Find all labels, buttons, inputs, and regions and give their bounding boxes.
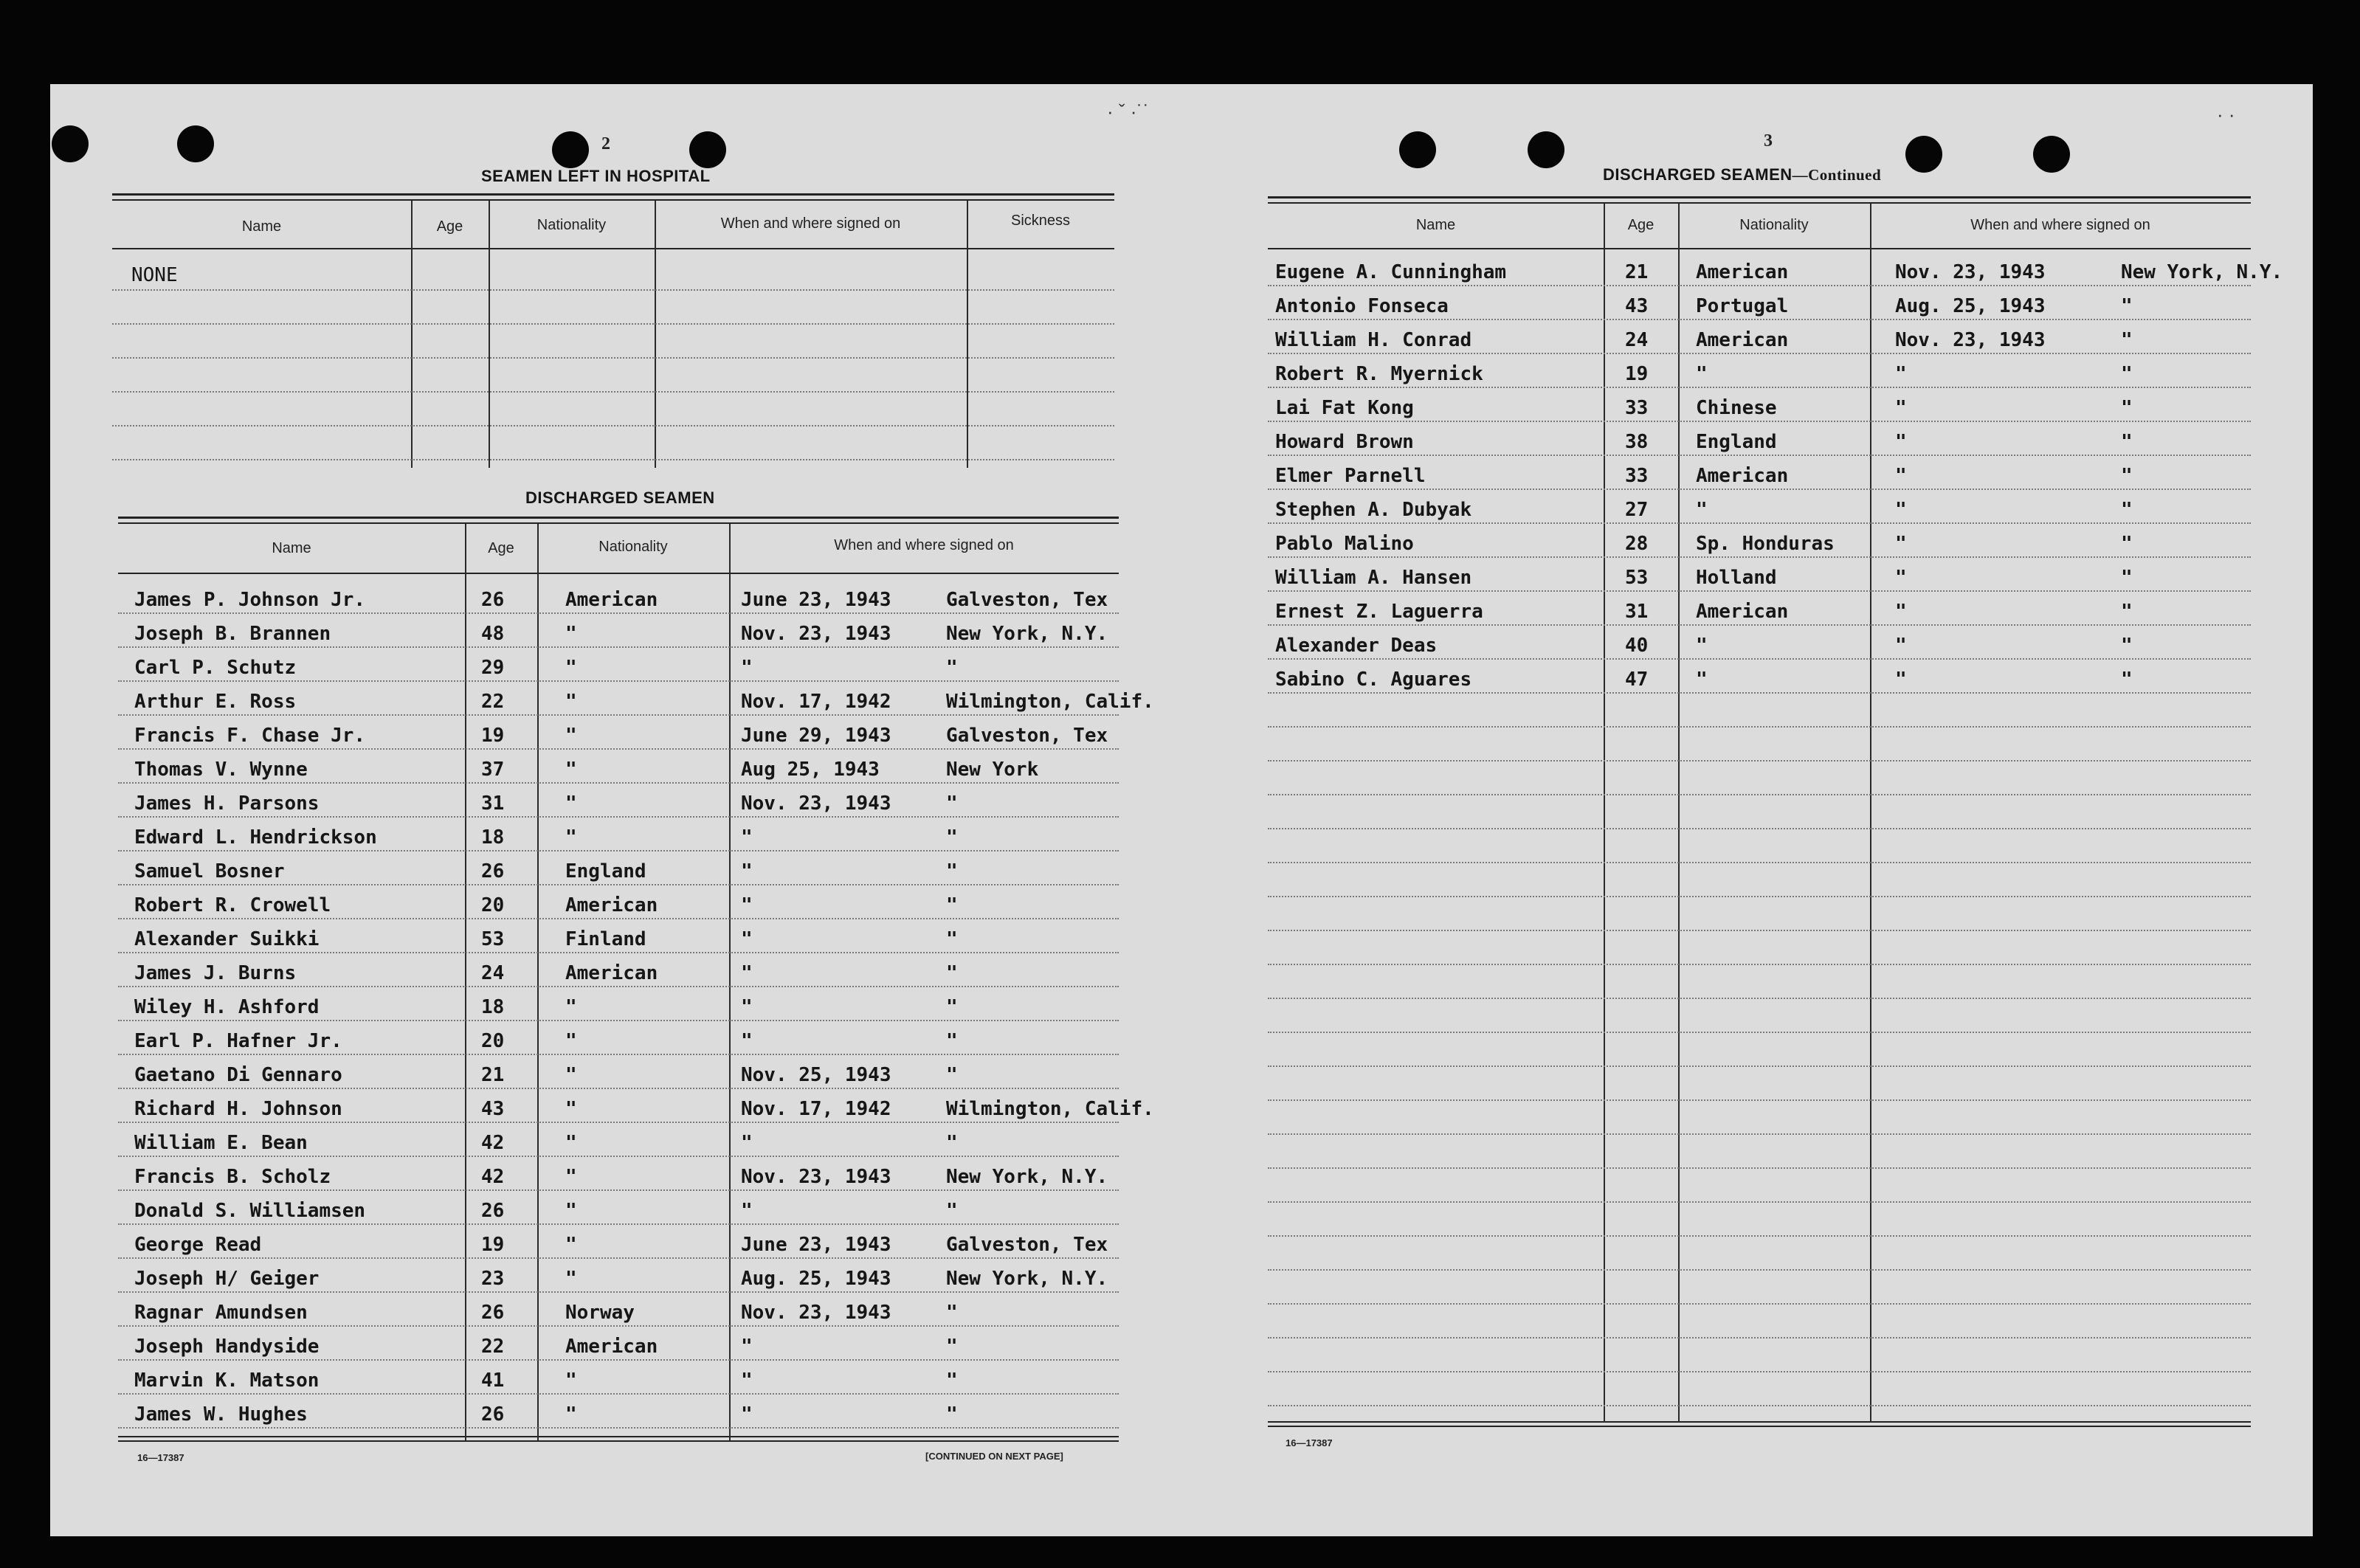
table-row <box>118 1398 1119 1431</box>
seaman-nationality: Portugal <box>1696 295 1789 317</box>
seaman-nationality: American <box>1696 261 1789 283</box>
signed-on-date: Nov. 23, 1943 <box>741 1166 891 1188</box>
signed-on-date: Nov. 23, 1943 <box>741 1302 891 1324</box>
signed-on-date: " <box>1895 397 1907 419</box>
seaman-nationality: " <box>565 1030 577 1052</box>
seaman-nationality: " <box>565 1234 577 1256</box>
signed-on-place: New York, N.Y. <box>946 1268 1108 1290</box>
signed-on-date: " <box>1895 669 1907 691</box>
seaman-age: 26 <box>481 589 505 611</box>
seaman-name: Howard Brown <box>1275 431 1414 453</box>
signed-on-place: " <box>2121 635 2133 657</box>
signed-on-place: Galveston, Tex <box>946 589 1108 611</box>
signed-on-place: New York, N.Y. <box>946 623 1108 645</box>
seaman-age: 27 <box>1625 499 1649 521</box>
seaman-name: Sabino C. Aguares <box>1275 669 1472 691</box>
table-row <box>118 922 1119 956</box>
seaman-age: 18 <box>481 996 505 1018</box>
signed-on-date: " <box>741 1030 753 1052</box>
table-row <box>118 888 1119 922</box>
table-row <box>118 956 1119 990</box>
seaman-age: 24 <box>1625 329 1649 351</box>
seaman-nationality: " <box>565 1132 577 1154</box>
continued-header-signed-on: When and where signed on <box>1970 217 2150 233</box>
table-row <box>118 821 1119 854</box>
punch-hole <box>1399 131 1436 168</box>
seaman-age: 37 <box>481 759 505 781</box>
page-number: 2 <box>601 134 610 153</box>
signed-on-date: " <box>741 1336 753 1358</box>
hospital-header-sickness: Sickness <box>1010 213 1071 229</box>
punch-hole <box>2033 136 2070 173</box>
signed-on-place: " <box>946 792 958 815</box>
signed-on-place: " <box>946 1200 958 1222</box>
seaman-nationality: Sp. Honduras <box>1696 533 1835 555</box>
signed-on-place: " <box>2121 533 2133 555</box>
table-row <box>118 1364 1119 1398</box>
table-row <box>1268 561 2251 595</box>
table-row <box>118 1228 1119 1262</box>
table-row <box>118 1092 1154 1126</box>
seaman-age: 53 <box>1625 567 1649 589</box>
seaman-nationality: " <box>1696 499 1708 521</box>
seaman-nationality: " <box>565 1200 577 1222</box>
signed-on-date: Nov. 17, 1942 <box>741 1098 891 1120</box>
signed-on-date: " <box>1895 533 1907 555</box>
table-row <box>118 787 1119 821</box>
table-row <box>118 1296 1119 1330</box>
signed-on-date: Aug. 25, 1943 <box>741 1268 891 1290</box>
table-row <box>118 753 1119 787</box>
seaman-age: 26 <box>481 1403 505 1426</box>
signed-on-place: New York, N.Y. <box>2121 261 2283 283</box>
signed-on-date: " <box>1895 465 1907 487</box>
seaman-name: Donald S. Williamsen <box>134 1200 366 1222</box>
seaman-age: 26 <box>481 860 505 883</box>
signed-on-date: " <box>741 657 753 679</box>
seaman-age: 19 <box>481 725 505 747</box>
stray-mark: · · <box>2217 103 2235 125</box>
seaman-name: Thomas V. Wynne <box>134 759 308 781</box>
table-row <box>1268 663 2251 697</box>
table-row <box>1268 527 2251 561</box>
seaman-age: 24 <box>481 962 505 984</box>
seaman-nationality: England <box>1696 431 1777 453</box>
seaman-name: William A. Hansen <box>1275 567 1472 589</box>
signed-on-place: " <box>2121 431 2133 453</box>
hospital-table <box>112 193 1114 468</box>
seaman-nationality: Chinese <box>1696 397 1777 419</box>
signed-on-place: " <box>2121 567 2133 589</box>
signed-on-place: " <box>946 894 958 916</box>
seaman-name: William H. Conrad <box>1275 329 1472 351</box>
seaman-nationality: American <box>565 894 658 916</box>
signed-on-place: " <box>946 1030 958 1052</box>
signed-on-date: " <box>1895 601 1907 623</box>
seaman-age: 18 <box>481 826 505 849</box>
seaman-name: Ernest Z. Laguerra <box>1275 601 1483 623</box>
stray-mark: · ˇ ·˙˙ <box>1107 100 1150 122</box>
seaman-age: 21 <box>481 1064 505 1086</box>
seaman-name: Antonio Fonseca <box>1275 295 1449 317</box>
signed-on-date: June 23, 1943 <box>741 1234 891 1256</box>
signed-on-place: " <box>946 1302 958 1324</box>
seaman-nationality: Holland <box>1696 567 1777 589</box>
seaman-name: Gaetano Di Gennaro <box>134 1064 342 1086</box>
signed-on-place: " <box>946 1370 958 1392</box>
signed-on-date: " <box>741 860 753 883</box>
discharged-continued-table <box>1268 196 2283 1430</box>
seaman-name: Joseph H/ Geiger <box>134 1268 320 1290</box>
seaman-age: 19 <box>481 1234 505 1256</box>
discharged-header-nationality: Nationality <box>598 539 668 555</box>
table-row <box>118 583 1119 617</box>
seaman-name: Francis B. Scholz <box>134 1166 331 1188</box>
discharged-section-title: DISCHARGED SEAMEN <box>525 488 715 507</box>
table-row <box>118 651 1119 685</box>
seaman-nationality: " <box>565 691 577 713</box>
seaman-age: 31 <box>1625 601 1649 623</box>
signed-on-place: " <box>2121 465 2133 487</box>
signed-on-date: " <box>1895 567 1907 589</box>
signed-on-date: Aug 25, 1943 <box>741 759 880 781</box>
seaman-age: 28 <box>1625 533 1649 555</box>
discharged-header-name: Name <box>272 540 311 556</box>
signed-on-place: " <box>946 826 958 849</box>
seaman-age: 42 <box>481 1166 505 1188</box>
signed-on-date: " <box>1895 363 1907 385</box>
page-number: 3 <box>1764 131 1773 151</box>
seaman-age: 47 <box>1625 669 1649 691</box>
signed-on-place: Galveston, Tex <box>946 725 1108 747</box>
seaman-nationality: Finland <box>565 928 646 950</box>
seaman-nationality: " <box>565 1098 577 1120</box>
seaman-name: Samuel Bosner <box>134 860 285 883</box>
signed-on-date: June 23, 1943 <box>741 589 891 611</box>
table-row <box>118 1126 1119 1160</box>
seaman-nationality: American <box>565 589 658 611</box>
seaman-name: Eugene A. Cunningham <box>1275 261 1507 283</box>
table-row <box>118 1058 1119 1092</box>
seaman-age: 43 <box>481 1098 505 1120</box>
seaman-name: Alexander Deas <box>1275 635 1438 657</box>
punch-hole <box>177 125 214 162</box>
signed-on-place: " <box>2121 601 2133 623</box>
seaman-nationality: Norway <box>565 1302 635 1324</box>
seaman-age: 21 <box>1625 261 1649 283</box>
signed-on-date: Aug. 25, 1943 <box>1895 295 2046 317</box>
seaman-nationality: American <box>1696 465 1789 487</box>
signed-on-place: " <box>2121 363 2133 385</box>
seaman-age: 42 <box>481 1132 505 1154</box>
signed-on-place: " <box>946 657 958 679</box>
seaman-nationality: American <box>565 962 658 984</box>
signed-on-date: June 29, 1943 <box>741 725 891 747</box>
continued-header-name: Name <box>1415 217 1456 233</box>
seaman-name: Joseph B. Brannen <box>134 623 331 645</box>
signed-on-place: Galveston, Tex <box>946 1234 1108 1256</box>
title-main: DISCHARGED SEAMEN <box>1603 165 1793 184</box>
seaman-nationality: " <box>565 1370 577 1392</box>
continued-note: [CONTINUED ON NEXT PAGE] <box>925 1451 1063 1462</box>
seaman-nationality: " <box>565 1064 577 1086</box>
form-number: 16—17387 <box>137 1452 184 1463</box>
signed-on-date: " <box>1895 499 1907 521</box>
table-row <box>118 1024 1119 1058</box>
discharged-header-age: Age <box>488 540 514 556</box>
seaman-age: 43 <box>1625 295 1649 317</box>
table-row <box>1268 493 2251 527</box>
hospital-entry: NONE <box>131 264 178 286</box>
seaman-name: Lai Fat Kong <box>1275 397 1414 419</box>
table-row <box>118 1160 1119 1194</box>
punch-hole <box>552 131 589 168</box>
signed-on-place: " <box>2121 669 2133 691</box>
title-suffix: —Continued <box>1792 166 1882 184</box>
hospital-header-name: Name <box>241 218 282 235</box>
signed-on-place: " <box>2121 329 2133 351</box>
seaman-nationality: " <box>1696 669 1708 691</box>
seaman-age: 26 <box>481 1200 505 1222</box>
seaman-name: Ragnar Amundsen <box>134 1302 308 1324</box>
signed-on-date: Nov. 23, 1943 <box>1895 329 2046 351</box>
seaman-age: 29 <box>481 657 505 679</box>
seaman-age: 22 <box>481 691 505 713</box>
signed-on-date: " <box>741 1403 753 1426</box>
punch-hole <box>1528 131 1564 168</box>
seaman-nationality: " <box>565 792 577 815</box>
seaman-name: Earl P. Hafner Jr. <box>134 1030 342 1052</box>
seaman-age: 31 <box>481 792 505 815</box>
seaman-name: Stephen A. Dubyak <box>1275 499 1472 521</box>
hospital-section-title: SEAMEN LEFT IN HOSPITAL <box>481 167 711 185</box>
seaman-nationality: " <box>565 996 577 1018</box>
seaman-age: 33 <box>1625 465 1649 487</box>
seaman-name: Richard H. Johnson <box>134 1098 342 1120</box>
table-row <box>118 1194 1119 1228</box>
seaman-age: 19 <box>1625 363 1649 385</box>
signed-on-date: Nov. 23, 1943 <box>741 623 891 645</box>
seaman-name: William E. Bean <box>134 1132 308 1154</box>
table-row <box>1268 357 2251 391</box>
punch-hole <box>1905 136 1942 173</box>
signed-on-place: " <box>2121 295 2133 317</box>
seaman-age: 38 <box>1625 431 1649 453</box>
signed-on-date: " <box>741 962 753 984</box>
hospital-header-age: Age <box>436 218 463 235</box>
table-row <box>1268 595 2251 629</box>
seaman-name: Robert R. Myernick <box>1275 363 1483 385</box>
seaman-name: Pablo Malino <box>1275 533 1414 555</box>
seaman-name: Elmer Parnell <box>1275 465 1426 487</box>
signed-on-place: " <box>946 928 958 950</box>
table-row <box>1268 255 2283 289</box>
discharged-header-signed-on: When and where signed on <box>834 537 1014 553</box>
seaman-name: George Read <box>134 1234 262 1256</box>
seaman-nationality: " <box>1696 635 1708 657</box>
table-row <box>118 990 1119 1024</box>
signed-on-place: " <box>2121 499 2133 521</box>
seaman-age: 33 <box>1625 397 1649 419</box>
seaman-name: James P. Johnson Jr. <box>134 589 366 611</box>
signed-on-date: " <box>741 928 753 950</box>
table-row <box>118 1262 1119 1296</box>
discharged-table <box>118 517 1154 1443</box>
seaman-nationality: " <box>565 759 577 781</box>
seaman-nationality: " <box>565 657 577 679</box>
seaman-name: Robert R. Crowell <box>134 894 331 916</box>
signed-on-place: " <box>946 1132 958 1154</box>
continued-header-nationality: Nationality <box>1739 217 1809 233</box>
seaman-name: Wiley H. Ashford <box>134 996 320 1018</box>
signed-on-date: " <box>741 894 753 916</box>
signed-on-date: " <box>741 826 753 849</box>
table-row <box>1268 289 2251 323</box>
table-row <box>1268 459 2251 493</box>
seaman-nationality: England <box>565 860 646 883</box>
seaman-name: Marvin K. Matson <box>134 1370 320 1392</box>
seaman-nationality: " <box>1696 363 1708 385</box>
signed-on-date: " <box>741 996 753 1018</box>
seaman-name: Joseph Handyside <box>134 1336 320 1358</box>
seaman-name: Carl P. Schutz <box>134 657 297 679</box>
table-row <box>1268 391 2251 425</box>
signed-on-date: " <box>741 1132 753 1154</box>
seaman-age: 41 <box>481 1370 505 1392</box>
seaman-nationality: " <box>565 1403 577 1426</box>
seaman-age: 48 <box>481 623 505 645</box>
punch-hole <box>52 125 89 162</box>
seaman-nationality: " <box>565 1268 577 1290</box>
seaman-nationality: " <box>565 826 577 849</box>
form-number: 16—17387 <box>1286 1437 1333 1448</box>
table-row <box>118 685 1154 719</box>
table-row <box>1268 629 2251 663</box>
seaman-nationality: American <box>1696 329 1789 351</box>
signed-on-place: " <box>946 860 958 883</box>
seaman-nationality: " <box>565 623 577 645</box>
signed-on-date: " <box>741 1200 753 1222</box>
seaman-nationality: " <box>565 725 577 747</box>
table-row <box>118 617 1119 651</box>
signed-on-date: " <box>741 1370 753 1392</box>
seaman-age: 53 <box>481 928 505 950</box>
signed-on-place: " <box>946 1064 958 1086</box>
hospital-header-signed-on: When and where signed on <box>720 215 901 232</box>
signed-on-date: Nov. 23, 1943 <box>741 792 891 815</box>
seaman-age: 20 <box>481 1030 505 1052</box>
discharged-continued-title <box>1603 165 1881 184</box>
signed-on-date: " <box>1895 431 1907 453</box>
signed-on-date: Nov. 23, 1943 <box>1895 261 2046 283</box>
signed-on-place: New York <box>946 759 1039 781</box>
signed-on-place: " <box>946 962 958 984</box>
seaman-name: Edward L. Hendrickson <box>134 826 377 849</box>
table-row <box>1268 425 2251 459</box>
seaman-name: Alexander Suikki <box>134 928 320 950</box>
seaman-name: James H. Parsons <box>134 792 320 815</box>
seaman-name: Francis F. Chase Jr. <box>134 725 366 747</box>
seaman-age: 23 <box>481 1268 505 1290</box>
seaman-nationality: American <box>1696 601 1789 623</box>
seaman-age: 40 <box>1625 635 1649 657</box>
signed-on-place: Wilmington, Calif. <box>946 1098 1154 1120</box>
signed-on-place: New York, N.Y. <box>946 1166 1108 1188</box>
signed-on-place: " <box>946 1336 958 1358</box>
table-row <box>118 854 1119 888</box>
signed-on-date: Nov. 25, 1943 <box>741 1064 891 1086</box>
seaman-age: 22 <box>481 1336 505 1358</box>
seaman-name: James J. Burns <box>134 962 297 984</box>
seaman-name: Arthur E. Ross <box>134 691 297 713</box>
signed-on-place: " <box>946 996 958 1018</box>
hospital-header-nationality: Nationality <box>536 217 607 233</box>
seaman-nationality: American <box>565 1336 658 1358</box>
signed-on-date: " <box>1895 635 1907 657</box>
seaman-nationality: " <box>565 1166 577 1188</box>
table-row <box>118 719 1119 753</box>
seaman-name: James W. Hughes <box>134 1403 308 1426</box>
continued-header-age: Age <box>1627 217 1655 233</box>
punch-hole <box>689 131 726 168</box>
signed-on-date: Nov. 17, 1942 <box>741 691 891 713</box>
signed-on-place: " <box>946 1403 958 1426</box>
table-row <box>1268 323 2251 357</box>
signed-on-place: " <box>2121 397 2133 419</box>
seaman-age: 20 <box>481 894 505 916</box>
seaman-age: 26 <box>481 1302 505 1324</box>
table-row <box>118 1330 1119 1364</box>
signed-on-place: Wilmington, Calif. <box>946 691 1154 713</box>
